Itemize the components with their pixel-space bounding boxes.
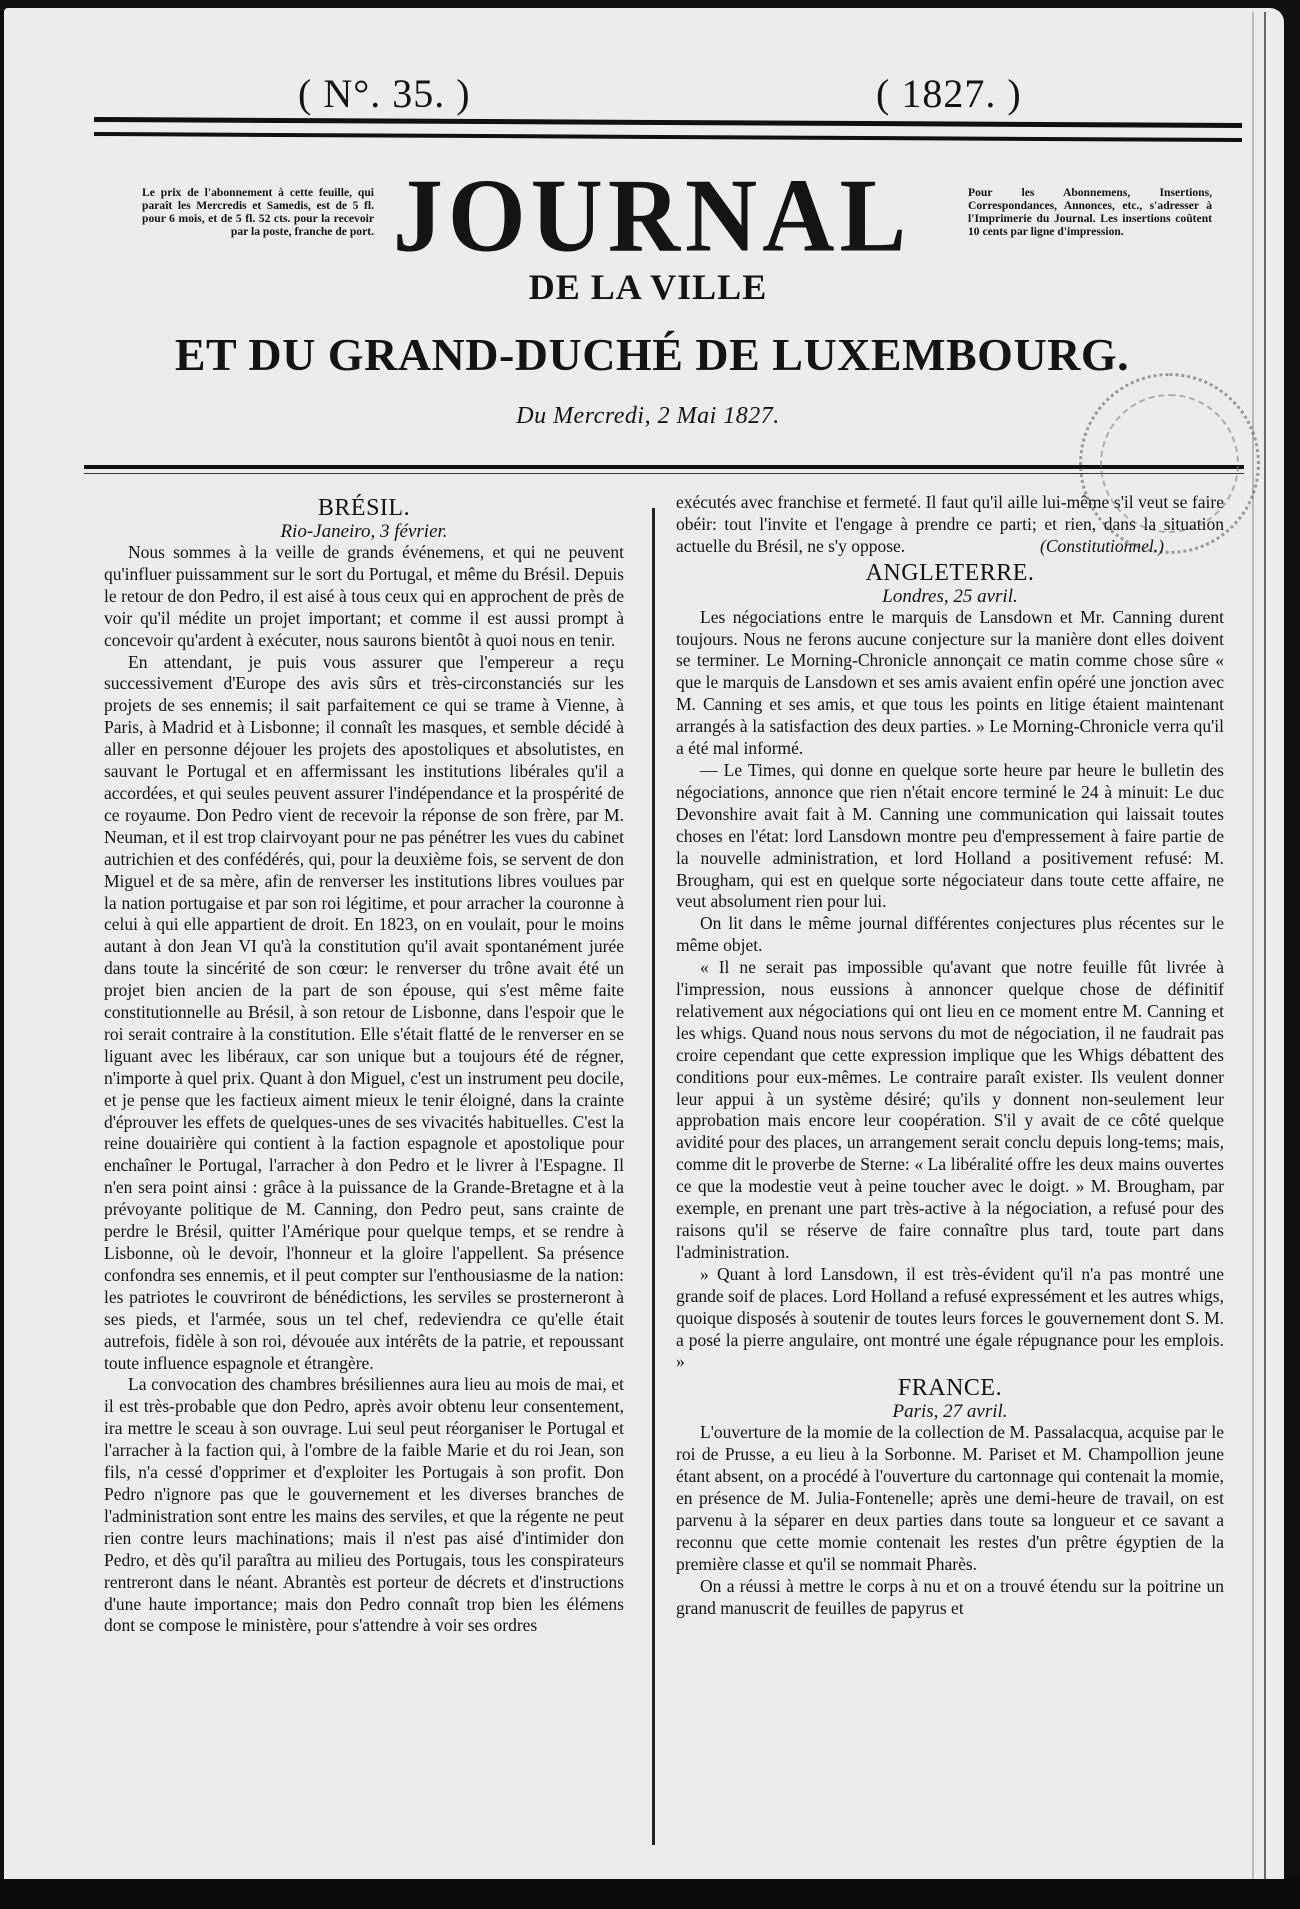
advertising-note: Pour les Abonnemens, Insertions, Correspondances, Annonces, etc., s'adresser à l'Imprimerie du Journal. Les insertions coûtent 10 cents par ligne d'impression. <box>968 186 1212 238</box>
section-heading-bresil: BRÉSIL. <box>317 495 411 521</box>
article-paragraph: On a réussi à mettre le corps à nu et on a trouvé étendu sur la poitrine un grand manuscrit de feuilles de papyrus et <box>676 1575 1224 1618</box>
section-heading-angleterre: ANGLETERRE. <box>865 559 1035 586</box>
issue-year: ( 1827. ) <box>876 71 1022 116</box>
dateline-france: Paris, 27 avril. <box>892 1401 1008 1423</box>
newspaper-page <box>4 8 1284 1888</box>
issue-date: Du Mercredi, 2 Mai 1827. <box>516 403 780 429</box>
article-paragraph: — Le Times, qui donne en quelque sorte heure par heure le bulletin des négociations, annonce que rien n'était encore terminé le 24 à minuit: Le duc Devonshire avait fait à M. Canning une communication qui laissait toutes choses en l'état: lord Lansdown montre peu d'empressement à faire partie de la nouvelle administration, et lord Holland a positivement refusé: M. Brougham, qui est en quelque sorte négociateur dans toute cette affaire, ne veut absolument rien pour lui. <box>676 759 1224 912</box>
article-source: (Constitutionnel.) <box>1040 535 1164 556</box>
article-paragraph: En attendant, je puis vous assurer que l'empereur a reçu successivement d'Europe des avis sûrs et très-circonstanciés sur les projets de ses ennemis; il sait parfaitement ce qui se trame à Vienne, à Paris, à Madrid et à Lisbonne; il connaît les masques, et semble décidé à aller en personne déjouer les projets des apostoliques et absolutistes, en sauvant le Portugal et en affermissant les institutions libérales qu'il a accordées, et qui seules peuvent assurer l'indépendance et la prospérité de ce royaume. Don Pedro vient de recevoir la réponse de son frère, par M. Neuman, et il est trop clairvoyant pour ne pas pénétrer les vues du cabinet autrichien et des confédérés, qui, pour la deuxième fois, se servent de don Miguel et de sa mère, afin de renverser les institutions libres voulues par la nation portugaise et par son roi légitime, et pour arracher la couronne à celui à qui elle appartient de droit. En 1823, on en voulait, pour le moins autant à don Jean VI qu'à la constitution qu'il avait spontanément jurée dans toute la sincérité de son cœur: le renverser du trône avait été un projet bien ancien de la part de son épouse, qui s'est même faite constitutionnelle au Brésil, à son retour de Lisbonne, dans l'espoir que le roi serait contraire à la constitution. Elle s'était flatté de le renverser en se liguant avec les libéraux, car son unique but a toujours été de régner, n'importe à quel prix. Quant à don Miguel, c'est un instrument peu docile, et je pense que les factieux aiment mieux le tenir éloigné, dans la crainte d'éprouver les effets de quelques-unes de ses vivacités habituelles. C'est la reine douairière qui contient à la faction espagnole et apostolique pour enchaîner le Portugal, l'arracher à don Pedro et le livrer à l'Espagne. Il n'en sera point ainsi : grâce à la puissance de la Grande-Bretagne et à la prévoyante politique de M. Canning, don Pedro peut, sans crainte de perdre le Brésil, quitter l'Amérique pour quelque temps, et se rendre à Lisbonne, où le devoir, l'honneur et la gloire l'appellent. Sa présence confondra ses ennemis, et il peut compter sur l'enthousiasme de la nation: les patriotes le couvriront de bénédictions, les serviles se prosterneront à ses pieds, et l'armée, sous un tel chef, redeviendra ce qu'elle était autrefois, fidèle à son roi, dévouée aux intérêts de la patrie, et repoussant toute influence espagnole et étrangère. <box>104 651 624 1373</box>
article-paragraph: L'ouverture de la momie de la collection de M. Passalacqua, acquise par le roi de Prusse, a eu lieu à la Sorbonne. M. Pariset et M. Champollion jeune étant absent, on a procédé à l'ouverture du cartonnage qui contenait la momie, en présence de M. Julia-Fontenelle; après une demi-heure de travail, on est parvenu à la séparer en deux parties dans toute sa longueur et ce savant a reconnu que cette momie contenait les restes d'un prêtre égyptien de la première classe et qu'il se nommait Pharès. <box>676 1422 1224 1574</box>
article-paragraph: exécutés avec franchise et fermeté. Il faut qu'il aille lui-même s'il veut se faire obéir: tout l'invite et l'engage à prendre ce parti; et rien, dans la situation actuelle du Brésil, ne s'y oppose. <box>676 492 1224 556</box>
column-left <box>104 493 624 1637</box>
dateline-angleterre: Londres, 25 avril. <box>882 585 1018 607</box>
article-paragraph: On lit dans le même journal différentes conjectures plus récentes sur le même objet. <box>676 913 1224 956</box>
issue-number: ( N°. 35. ) <box>298 71 471 116</box>
section-heading-france: FRANCE. <box>897 1375 1003 1402</box>
article-paragraph: « Il ne serait pas impossible qu'avant que notre feuille fût livrée à l'impression, nous eussions à annoncer quelque chose de définitif relativement aux négociations qui ont lieu en ce moment entre M. Canning et les whigs. Quand nous nous servons du mot de négociation, il ne faudrait pas croire cependant que cette expression implique que les Whigs débattent des conditions pour eux-mêmes. Le contraire paraît exister. Ils veulent donner leur appui à un système désiré; qu'ils y donnent non-seulement leur approbation mais encore leur coopération. S'il y avait de ce côté quelque avidité pour des places, un arrangement serait conclu depuis long-tems; mais, comme dit le proverbe de Sterne: « La libéralité offre les deux mains ouvertes ce que la modestie veut à peine toucher avec le doigt. » M. Brougham, par exemple, en prenant une part très-active à la négociation, a refusé pour des raisons qu'il se réserve de faire connaître plus tard, toute part dans l'administration. <box>676 957 1224 1262</box>
masthead-title: JOURNAL <box>392 157 912 274</box>
column-right <box>676 492 1224 1620</box>
top-rule <box>94 117 1242 142</box>
scan-border <box>0 1879 1300 1909</box>
article-paragraph: Nous sommes à la veille de grands événemens, et qui ne peuvent qu'influer puissamment sur le sort du Portugal, et même du Brésil. Depuis le retour de don Pedro, il est aisé à tous ceux qui en approchent de près de voir qu'il médite un projet important; et comme il est aussi prompt à concevoir qu'ardent à exécuter, nous saurons bientôt à quoi nous en tenir. <box>104 542 624 650</box>
dateline-bresil: Rio-Janeiro, 3 février. <box>280 521 448 542</box>
article-paragraph: » Quant à lord Lansdown, il est très-évident qu'il n'a pas montré une grande soif de places. Lord Holland a refusé expressément et les autres whigs, quoique disposés à soutenir de toutes leurs forces le gouvernement dont S. M. a posé la pierre angulaire, ont montré une égale répugnance pour les emplois. » <box>676 1263 1224 1372</box>
column-divider <box>652 508 655 1845</box>
article-paragraph: Les négociations entre le marquis de Lansdown et Mr. Canning durent toujours. Nous ne ferons aucune conjecture sur la manière dont elles doivent se terminer. Le Morning-Chronicle annonçait ce matin comme chose sûre « que le marquis de Lansdown et ses amis avaient enfin opéré une jonction avec M. Canning et ses amis, et que tous les points en litige étaient maintenant arrangés à la satisfaction des deux parties. » Le Morning-Chronicle verra qu'il a été mal informé. <box>676 606 1224 759</box>
masthead-subtitle-1: DE LA VILLE <box>528 267 768 307</box>
article-paragraph: La convocation des chambres brésiliennes aura lieu au mois de mai, et il est très-probable que don Pedro, après avoir obtenu leur consentement, ira mettre le sceau à son ouvrage. Lui seul peut réorganiser le Portugal et l'arracher à la faction qui, à l'ombre de la faible Marie et du roi Jean, son fils, n'a cessé d'opprimer et d'exploiter les Portugais à son profit. Don Pedro n'ignore pas que le gouvernement et les diverses branches de l'administration sont entre les mains des serviles, et que la régente ne peut rien contre leurs machinations; mais il n'est pas aisé d'intimider don Pedro, et dès qu'il paraîtra au milieu des Portugais, tous les conspirateurs rentreront dans le néant. Abrantès est porteur de décrets et d'instructions d'une haute importance; mais don Pedro connaît trop bien les élémens dont se compose le ministère, pour s'attendre à voir ses ordres <box>104 1374 624 1636</box>
masthead-rule <box>84 465 1244 474</box>
subscription-note: Le prix de l'abonnement à cette feuille, qui paraît les Mercredis et Samedis, est de 5 fl. pour 6 mois, et de 5 fl. 52 cts. pour la recevoir par la poste, franche de port. <box>142 186 374 238</box>
masthead-subtitle-2: ET DU GRAND-DUCHÉ DE LUXEMBOURG. <box>174 329 1130 380</box>
